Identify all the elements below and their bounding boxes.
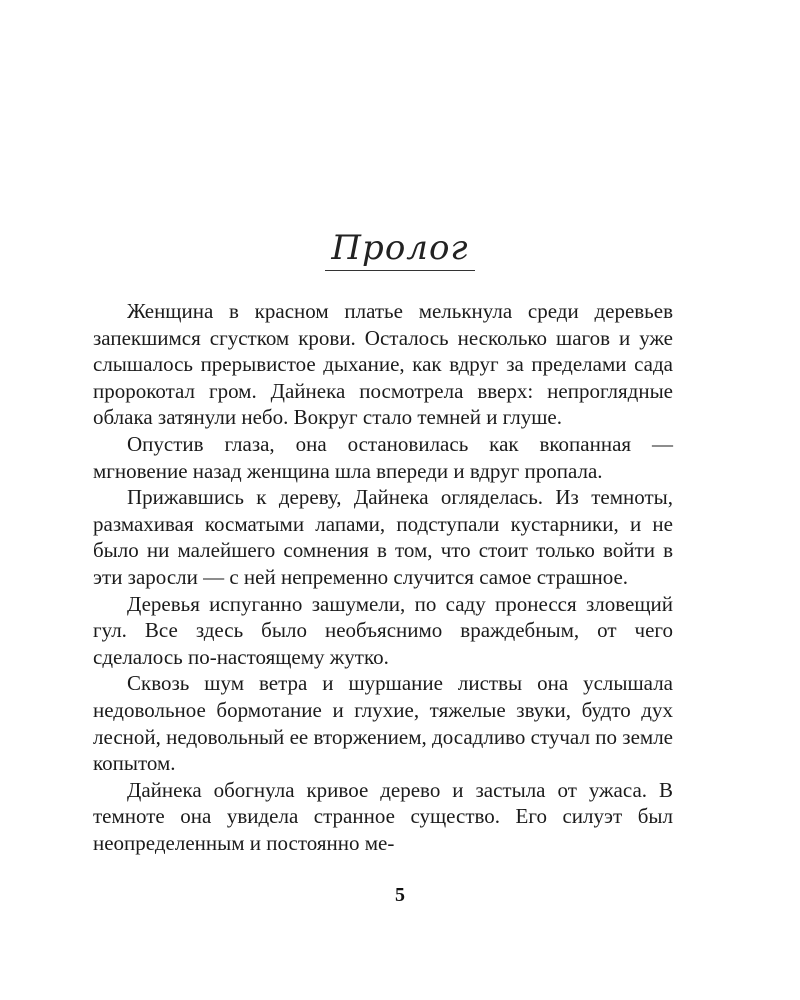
page-number: 5 [395,884,405,906]
paragraph-6: Дайнека обогнула кривое дерево и застыла от ужаса. В темноте она увидела странное существо. Его силуэт был неопределенным и постоянно ме- [93,777,673,855]
chapter-title-text: Пролог [325,228,474,271]
paragraph-2: Опустив глаза, она остановилась как вкопанная — мгновение назад женщина шла впереди и вдруг пропала. [93,431,673,483]
paragraph-5: Сквозь шум ветра и шуршание листвы она услышала недовольное бормотание и глухие, тяжелые звуки, будто дух лесной, недовольный ее вторжением, досадливо стучал по земле копытом. [93,671,673,776]
paragraph-3: Прижавшись к дереву, Дайнека огляделась. Из темноты, размахивая косматыми лапами, подступали кустарники, и не было ни малейшего сомнения в том, что стоит только войти в эти заросли — с ней непременно случится самое страшное. [93,485,673,589]
paragraph-1: Женщина в красном платье мелькнула среди деревьев запекшимся сгустком крови. Осталось несколько шагов и уже слышалось прерывистое дыхание, как вдруг за пределами сада пророкотал гром. Дайнека посмотрела вверх: непроглядные облака затянули небо. Вокруг стало темней и глуше. [93,299,673,430]
text-body [93,298,673,856]
chapter-title [0,228,800,271]
paragraph-4: Деревья испуганно зашумели, по саду пронесся зловещий гул. Все здесь было необъяснимо враждебным, от чего сделалось по-настоящему жутко. [93,591,673,669]
